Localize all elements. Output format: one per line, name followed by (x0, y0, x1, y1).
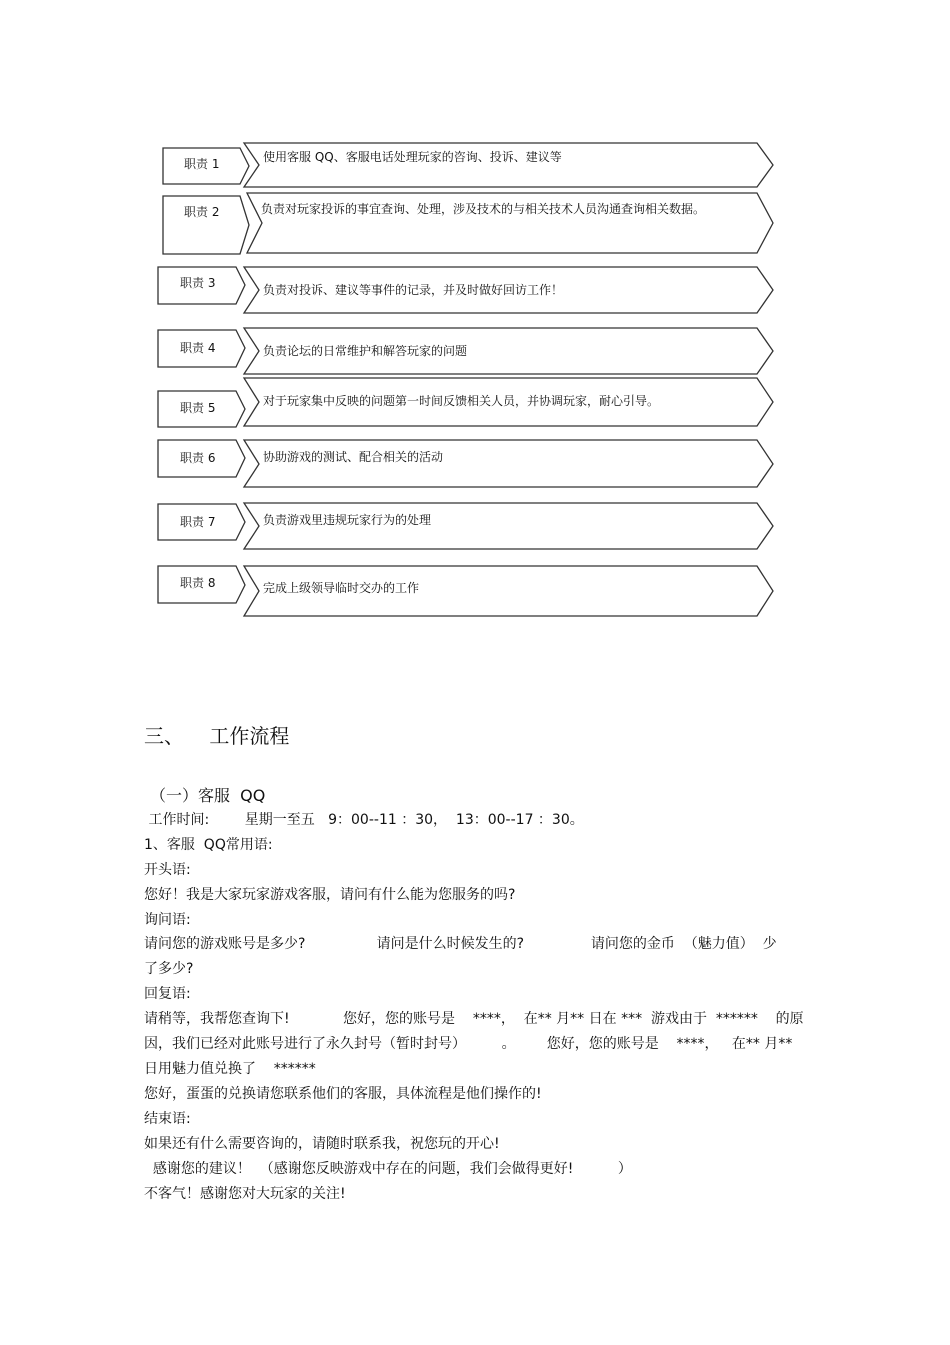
opening-text: 您好！我是大家玩家游戏客服，请问有什么能为您服务的吗? (144, 887, 516, 903)
inquiry-text-line-1: 请问您的游戏账号是多少? 请问是什么时候发生的? 请问您的金币 （魅力值） 少 (144, 936, 777, 952)
reply-label: 回复语: (144, 986, 191, 1002)
duty-4-text: 负责论坛的日常维护和解答玩家的问题 (263, 344, 468, 358)
reply-text-line-4: 您好，蛋蛋的兑换请您联系他们的客服，具体流程是他们操作的! (144, 1086, 542, 1102)
reply-text-line-3: 日用魅力值兑换了 ****** (144, 1061, 316, 1077)
duty-2-label: 职责 2 (184, 205, 220, 219)
duty-7-label: 职责 7 (180, 515, 216, 529)
duties-diagram (0, 0, 950, 640)
subsection-heading: （一）客服 QQ (150, 786, 266, 805)
closing-label: 结束语: (144, 1111, 191, 1127)
duty-1-label: 职责 1 (184, 157, 220, 171)
opening-label: 开头语: (144, 862, 191, 878)
qq-phrases-title: 1、客服 QQ常用语: (144, 837, 273, 853)
duty-8-label: 职责 8 (180, 576, 216, 590)
duty-1-text: 使用客服 QQ、客服电话处理玩家的咨询、投诉、建议等 (263, 150, 562, 164)
closing-text-line-1: 如果还有什么需要咨询的，请随时联系我，祝您玩的开心! (144, 1136, 500, 1152)
closing-text-line-2: 感谢您的建议！ （感谢您反映游戏中存在的问题，我们会做得更好! ） (144, 1161, 632, 1177)
duty-5-text: 对于玩家集中反映的问题第一时间反馈相关人员，并协调玩家，耐心引导。 (263, 394, 660, 408)
duty-5-label: 职责 5 (180, 401, 216, 415)
duty-4-label: 职责 4 (180, 341, 216, 355)
section-heading: 三、 工作流程 (144, 724, 290, 748)
reply-text-line-2: 因，我们已经对此账号进行了永久封号（暂时封号） 。 您好，您的账号是 ****， 在** 月** (144, 1036, 793, 1052)
reply-text-line-1: 请稍等，我帮您查询下! 您好，您的账号是 ****， 在** 月** 日在 *** 游戏由于 ****** 的原 (144, 1011, 804, 1027)
work-hours-line: 工作时间: 星期一至五 9：00--11 ：30， 13：00--17 ：30。 (144, 812, 584, 828)
duty-7-text: 负责游戏里违规玩家行为的处理 (263, 513, 432, 527)
inquiry-label: 询问语: (144, 912, 191, 928)
duty-8-text: 完成上级领导临时交办的工作 (263, 581, 420, 595)
inquiry-text-line-2: 了多少? (144, 961, 194, 977)
closing-text-line-3: 不客气！感谢您对大玩家的关注! (144, 1186, 346, 1202)
duty-3-label: 职责 3 (180, 276, 216, 290)
duty-2-text: 负责对玩家投诉的事宜查询、处理，涉及技术的与相关技术人员沟通查询相关数据。 (261, 202, 706, 216)
duty-3-text: 负责对投诉、建议等事件的记录，并及时做好回访工作！ (263, 283, 564, 297)
duty-6-label: 职责 6 (180, 451, 216, 465)
duty-6-text: 协助游戏的测试、配合相关的活动 (263, 450, 444, 464)
